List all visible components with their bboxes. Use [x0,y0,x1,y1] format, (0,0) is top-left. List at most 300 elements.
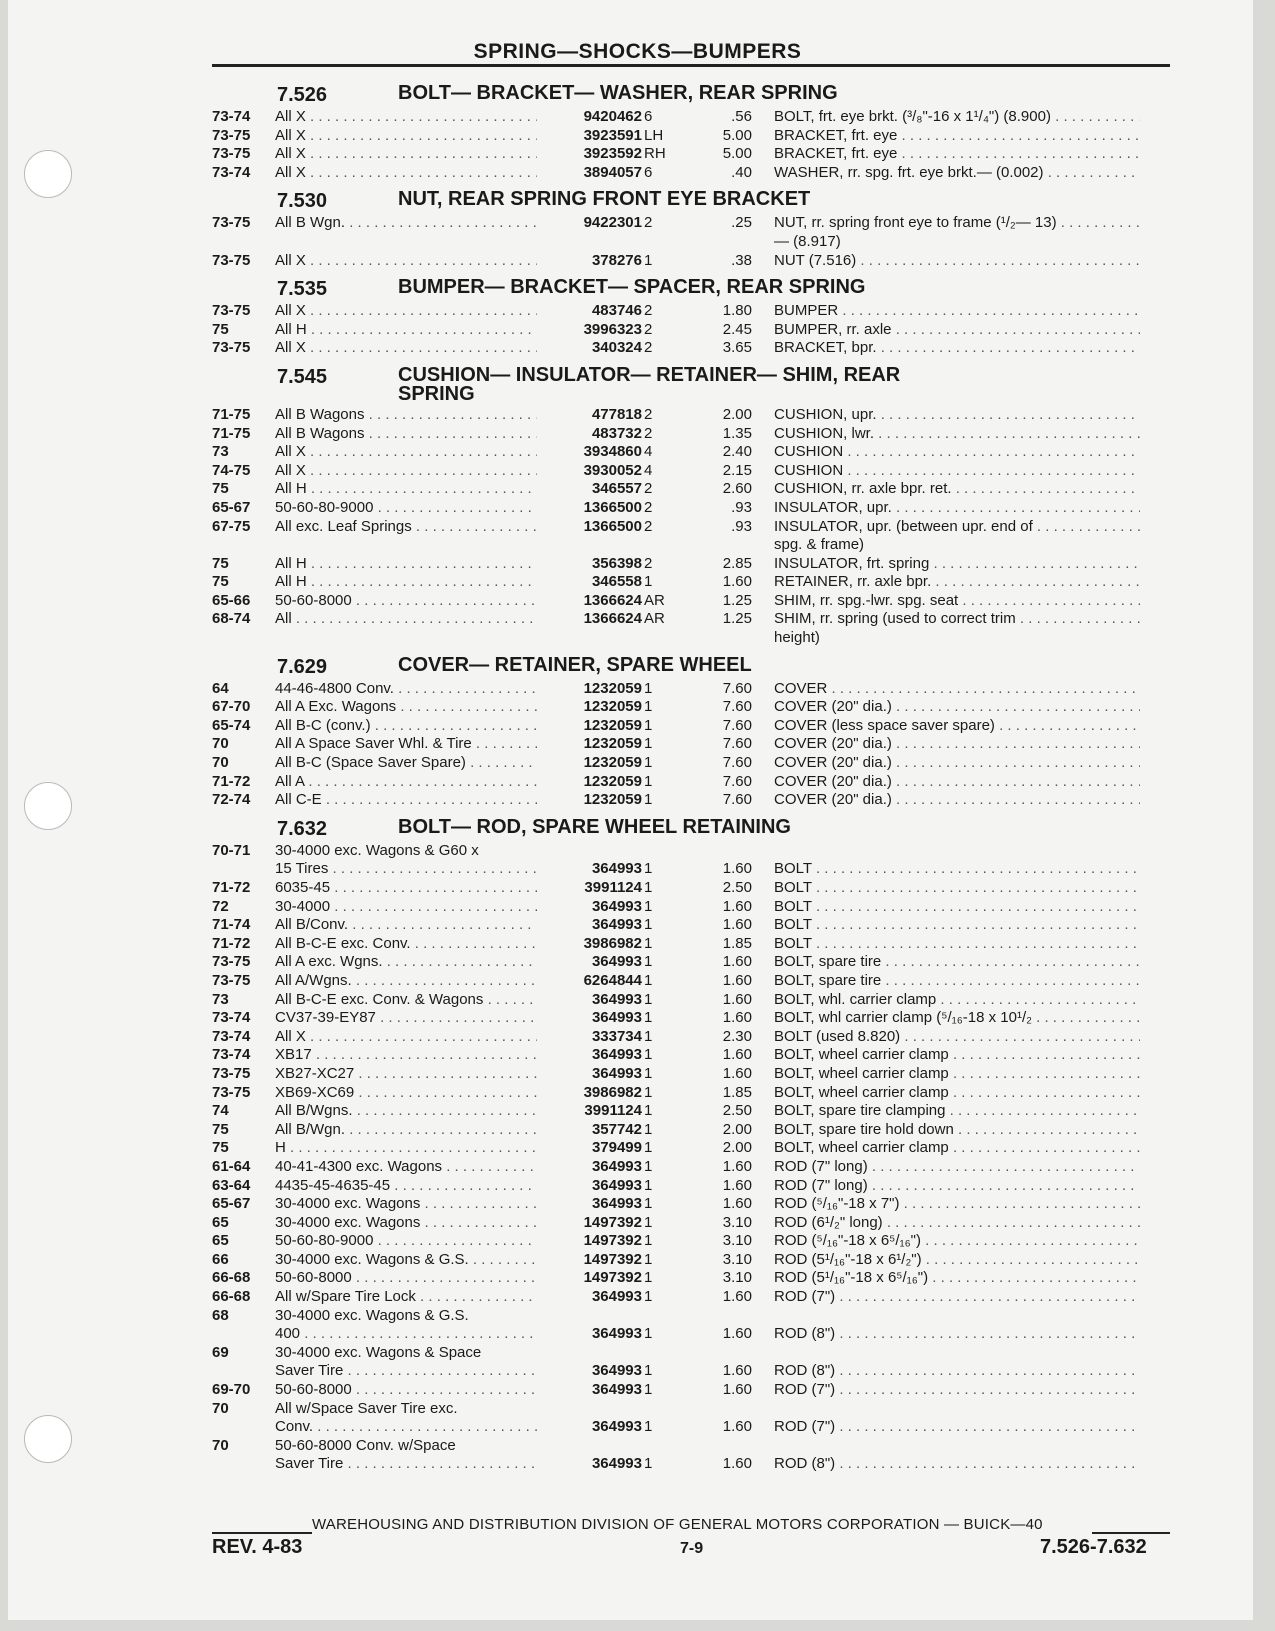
quantity: 2 [644,339,653,357]
year-range: 75 [212,480,229,498]
parts-row [212,127,1170,146]
parts-row [212,573,1170,592]
model-applicability: 400 . . . [275,1325,537,1344]
part-number: 364993 [591,1046,642,1064]
model-applicability: All B Wgn. . . . [275,214,537,233]
parts-row [212,898,1170,917]
price: 1.60 [722,953,752,971]
price: 2.45 [722,320,752,338]
quantity: 1 [644,1009,653,1027]
parts-row [212,1418,1170,1437]
part-number: 1366500 [583,517,642,535]
part-description: BOLT, spare tire hold down . . . [774,1121,1140,1140]
parts-row [212,1084,1170,1103]
parts-row [212,302,1170,321]
year-range: 73 [212,990,229,1008]
part-number: 346557 [591,480,642,498]
price: 1.60 [722,1381,752,1399]
price: 1.60 [722,1009,752,1027]
section-header [212,80,1170,108]
quantity: 1 [644,1232,653,1250]
year-range: 73-75 [212,302,251,320]
part-description: CUSHION, lwr. . . . [774,425,1140,444]
quantity: 1 [644,679,653,697]
price: 1.60 [722,1455,752,1473]
model-applicability: 30-4000 . . . [275,898,537,917]
quantity: 1 [644,791,653,809]
parts-row [212,773,1170,792]
quantity: 1 [644,698,653,716]
part-description: ROD (6¹/₂" long) . . . [774,1214,1140,1233]
parts-row [212,1362,1170,1381]
model-applicability: All X . . . [275,108,537,127]
parts-row [212,680,1170,699]
price: 1.35 [722,424,752,442]
year-range: 71-72 [212,934,251,952]
year-range: 73-75 [212,339,251,357]
quantity: RH [644,145,666,163]
model-applicability: All H . . . [275,573,537,592]
model-applicability: All A exc. Wgns. . . . [275,953,537,972]
quantity: 2 [644,320,653,338]
part-description: BRACKET, bpr. . . . [774,339,1140,358]
model-applicability: All A Exc. Wagons . . . [275,698,537,717]
parts-row [212,406,1170,425]
year-range: 69 [212,1343,229,1361]
part-number: 364993 [591,1176,642,1194]
part-description: SHIM, rr. spring (used to correct trim . . . [774,610,1140,629]
model-applicability: All X . . . [275,127,537,146]
price: 1.60 [722,1157,752,1175]
part-description: BOLT, whl carrier clamp (⁵/₁₆-18 x 10¹/₂ . . . [774,1009,1140,1028]
parts-row [212,791,1170,810]
price: 1.85 [722,1083,752,1101]
year-range: 71-74 [212,916,251,934]
part-number: 364993 [591,1157,642,1175]
quantity: AR [644,591,665,609]
division-line: WAREHOUSING AND DISTRIBUTION DIVISION OF GENERAL MOTORS CORPORATION — BUICK—40 [312,1516,1043,1533]
section-title-line: CUSHION— INSULATOR— RETAINER— SHIM, REAR [398,363,901,386]
price: .93 [731,498,752,516]
model-applicability: All w/Space Saver Tire exc. [275,1399,458,1417]
price: .93 [731,517,752,535]
quantity: 1 [644,1139,653,1157]
year-range: 75 [212,1120,229,1138]
parts-row [212,610,1170,629]
model-applicability: All exc. Leaf Springs . . . [275,518,537,537]
model-applicability: 50-60-8000 Conv. w/Space [275,1436,456,1454]
price: 2.50 [722,1102,752,1120]
parts-row [212,1269,1170,1288]
part-description: RETAINER, rr. axle bpr. . . . [774,573,1140,592]
part-number: 364993 [591,1418,642,1436]
quantity: 1 [644,754,653,772]
section-range: 7.526-7.632 [1040,1536,1147,1558]
price: 3.10 [722,1232,752,1250]
part-number: 1232059 [583,754,642,772]
model-applicability: 30-4000 exc. Wagons & G.S. [275,1306,469,1324]
part-number: 1232059 [583,679,642,697]
quantity: 1 [644,879,653,896]
parts-row [212,1102,1170,1121]
part-description: spg. & frame) [774,536,865,554]
parts-row [212,443,1170,462]
part-description: BOLT, spare tire clamping . . . [774,1102,1140,1121]
model-applicability: All A Space Saver Whl. & Tire . . . [275,735,537,754]
year-range: 65-67 [212,1195,251,1213]
price: 1.25 [722,591,752,609]
price: 1.25 [722,610,752,628]
parts-row [212,1028,1170,1047]
quantity: 1 [644,1102,653,1120]
year-range: 64 [212,679,229,697]
quantity: 1 [644,1455,653,1473]
parts-row [212,698,1170,717]
parts-row [212,1455,1170,1474]
parts-row [212,1009,1170,1028]
year-range: 72 [212,897,229,915]
parts-row [212,1177,1170,1196]
year-range: 61-64 [212,1157,251,1175]
model-applicability: All B/Wgn. . . . [275,1121,537,1140]
year-range: 73-75 [212,145,251,163]
section-title [398,815,791,838]
parts-row [212,1437,1170,1456]
section-number: 7.530 [277,190,328,213]
model-applicability: All X . . . [275,1028,537,1047]
part-description: INSULATOR, frt. spring . . . [774,555,1140,574]
model-applicability: XB17 . . . [275,1046,537,1065]
quantity: 1 [644,716,653,734]
model-applicability: All B-C-E exc. Conv. . . . [275,935,537,954]
year-range: 66-68 [212,1288,251,1306]
year-range: 73-75 [212,1083,251,1101]
price: 2.50 [722,879,752,896]
parts-row [212,536,1170,555]
part-description: ROD (7" long) . . . [774,1177,1140,1196]
quantity: 1 [644,1120,653,1138]
part-number: 364993 [591,1064,642,1082]
part-number: 364993 [591,916,642,934]
parts-row [212,480,1170,499]
model-applicability: All X . . . [275,339,537,358]
part-number: 9422301 [583,214,642,232]
parts-row [212,339,1170,358]
price: 1.60 [722,1046,752,1064]
quantity: 1 [644,735,653,753]
parts-row [212,1307,1170,1326]
price: 1.60 [722,916,752,934]
model-applicability: All X . . . [275,164,537,183]
model-applicability: All C-E . . . [275,791,537,810]
price: 2.15 [722,461,752,479]
part-description: ROD (7") . . . [774,1418,1140,1437]
part-number: 1232059 [583,716,642,734]
parts-row [212,555,1170,574]
parts-row [212,1158,1170,1177]
year-range: 75 [212,1139,229,1157]
price: 2.85 [722,554,752,572]
price: 5.00 [722,126,752,144]
part-number: 3930052 [583,461,642,479]
part-description: BOLT, wheel carrier clamp . . . [774,1139,1140,1158]
part-description: BOLT . . . [774,879,1140,898]
quantity: 2 [644,424,653,442]
part-description: CUSHION . . . [774,443,1140,462]
part-number: 1366500 [583,498,642,516]
model-applicability: 30-4000 exc. Wagons . . . [275,1214,537,1233]
price: 7.60 [722,772,752,790]
section-title [398,278,865,297]
parts-row [212,518,1170,537]
model-applicability: All B-C-E exc. Conv. & Wagons . . . [275,991,537,1010]
year-range: 70 [212,1399,229,1417]
quantity: 2 [644,554,653,572]
price: 1.60 [722,897,752,915]
part-number: 1232059 [583,698,642,716]
model-applicability: All . . . [275,610,537,629]
year-range: 73-75 [212,971,251,989]
model-applicability: Conv. . . . [275,1418,537,1437]
part-description: SHIM, rr. spg.-lwr. spg. seat . . . [774,592,1140,611]
footer-rule-right [1092,1532,1170,1534]
year-range: 73-74 [212,1046,251,1064]
parts-row [212,462,1170,481]
page-number: 7-9 [680,1540,704,1557]
part-number: 3991124 [584,1102,642,1120]
parts-row [212,629,1170,648]
part-description: COVER (20" dia.) . . . [774,773,1140,792]
year-range: 73-74 [212,1009,251,1027]
part-description: ROD (5¹/₁₆"-18 x 6⁵/₁₆") . . . [774,1269,1140,1288]
part-number: 364993 [591,1009,642,1027]
year-range: 75 [212,573,229,591]
price: 2.60 [722,480,752,498]
part-number: 364993 [591,1195,642,1213]
part-description: ROD (5¹/₁₆"-18 x 6¹/₂") . . . [774,1251,1140,1270]
quantity: 1 [644,1269,653,1287]
part-number: 3986982 [583,934,642,952]
year-range: 75 [212,554,229,572]
part-number: 3996323 [583,320,642,338]
quantity: 1 [644,971,653,989]
model-applicability: All X . . . [275,145,537,164]
parts-row [212,916,1170,935]
part-description: NUT, rr. spring front eye to frame (¹/₂— 13) . . . [774,214,1140,233]
part-description: BOLT . . . [774,898,1140,917]
parts-row [212,1325,1170,1344]
quantity: 1 [644,1288,653,1306]
model-applicability: All B Wagons . . . [275,425,537,444]
quantity: 1 [644,1195,653,1213]
part-description: BOLT, frt. eye brkt. (³/₈"-16 x 1¹/₄") (8.900) . . . [774,108,1140,127]
section-title-line: BOLT— BRACKET— WASHER, REAR SPRING [398,82,838,104]
part-number: 364993 [591,897,642,915]
part-number: 1232059 [583,791,642,809]
parts-row [212,1344,1170,1363]
quantity: 1 [644,251,653,269]
price: 3.10 [722,1269,752,1287]
price: 3.10 [722,1250,752,1268]
year-range: 73 [212,443,229,461]
model-applicability: All H . . . [275,480,537,499]
quantity: 2 [644,214,653,232]
part-number: 379499 [591,1139,642,1157]
quantity: 2 [644,405,653,423]
part-number: 1497392 [583,1213,642,1231]
quantity: LH [644,126,664,144]
model-applicability: 50-60-80-9000 . . . [275,1232,537,1251]
model-applicability: All w/Spare Tire Lock . . . [275,1288,537,1307]
part-description: BOLT (used 8.820) . . . [774,1028,1140,1047]
model-applicability: All B/Conv. . . . [275,916,537,935]
model-applicability: All H . . . [275,321,537,340]
part-number: 3894057 [583,163,642,181]
model-applicability: XB69-XC69 . . . [275,1084,537,1103]
part-number: 340324 [591,339,642,357]
model-applicability: H . . . [275,1139,537,1158]
quantity: 1 [644,1027,653,1045]
section-title [398,363,901,405]
quantity: 1 [644,1213,653,1231]
parts-row [212,1381,1170,1400]
part-number: 364993 [591,1455,642,1473]
parts-row [212,499,1170,518]
part-description: — (8.917) [774,232,841,250]
model-applicability: 30-4000 exc. Wagons & Space [275,1343,482,1361]
part-number: 1497392 [583,1232,642,1250]
quantity: 1 [644,573,653,591]
parts-row [212,252,1170,271]
part-description: INSULATOR, upr. . . . [774,499,1140,518]
quantity: 1 [644,990,653,1008]
parts-row [212,592,1170,611]
year-range: 63-64 [212,1176,251,1194]
part-number: 1366624 [583,591,642,609]
part-description: BOLT, whl. carrier clamp . . . [774,991,1140,1010]
part-number: 333734 [591,1027,642,1045]
year-range: 70 [212,754,229,772]
year-range: 65-74 [212,716,251,734]
year-range: 70 [212,735,229,753]
parts-row [212,735,1170,754]
part-number: 9420462 [583,108,642,125]
year-range: 74 [212,1102,229,1120]
binder-hole [24,782,72,830]
year-range: 73-75 [212,1064,251,1082]
price: 1.60 [722,1064,752,1082]
year-range: 67-75 [212,517,251,535]
quantity: 1 [644,1083,653,1101]
part-description: BOLT . . . [774,916,1140,935]
part-description: INSULATOR, upr. (between upr. end of . . . [774,518,1140,537]
parts-row [212,1400,1170,1419]
part-number: 3986982 [583,1083,642,1101]
quantity: 1 [644,1418,653,1436]
model-applicability: 30-4000 exc. Wagons . . . [275,1195,537,1214]
part-description: COVER . . . [774,680,1140,699]
price: .25 [731,214,752,232]
footer-rule-left [212,1532,312,1534]
part-number: 346558 [591,573,642,591]
price: 1.60 [722,1362,752,1380]
year-range: 70 [212,1436,229,1454]
year-range: 66 [212,1250,229,1268]
quantity: 1 [644,934,653,952]
price: 1.60 [722,1325,752,1343]
running-head: SPRING—SHOCKS—BUMPERS [473,40,802,63]
year-range: 73-74 [212,1027,251,1045]
part-description: BOLT, spare tire . . . [774,953,1140,972]
price: 1.60 [722,990,752,1008]
model-applicability: All A/Wgns. . . . [275,972,537,991]
year-range: 65-66 [212,591,251,609]
part-number: 6264844 [583,971,642,989]
quantity: 1 [644,860,653,878]
price: 3.65 [722,339,752,357]
price: 7.60 [722,735,752,753]
part-description: BRACKET, frt. eye . . . [774,145,1140,164]
section-title-line: COVER— RETAINER, SPARE WHEEL [398,653,752,676]
quantity: 1 [644,1362,653,1380]
model-applicability: 50-60-8000 . . . [275,1381,537,1400]
quantity: 1 [644,1046,653,1064]
parts-row [212,842,1170,861]
quantity: 1 [644,953,653,971]
parts-row [212,717,1170,736]
part-number: 3923592 [583,145,642,163]
model-applicability: 44-46-4800 Conv. . . . [275,680,537,699]
price: 1.60 [722,1418,752,1436]
quantity: 1 [644,1157,653,1175]
price: 5.00 [722,145,752,163]
quantity: 1 [644,916,653,934]
price: 7.60 [722,754,752,772]
quantity: 4 [644,443,653,461]
model-applicability: CV37-39-EY87 . . . [275,1009,537,1028]
section-title [398,190,810,209]
part-number: 3923591 [583,126,642,144]
part-number: 1497392 [583,1269,642,1287]
header-rule [212,64,1170,67]
price: 7.60 [722,698,752,716]
year-range: 65-67 [212,498,251,516]
parts-row [212,935,1170,954]
parts-row [212,1139,1170,1158]
model-applicability: XB27-XC27 . . . [275,1065,537,1084]
section-title-line: BOLT— ROD, SPARE WHEEL RETAINING [398,815,791,838]
model-applicability: Saver Tire . . . [275,1455,537,1474]
part-number: 1366624 [583,610,642,628]
price: 2.30 [722,1027,752,1045]
part-description: BUMPER, rr. axle . . . [774,321,1140,340]
parts-row [212,754,1170,773]
part-number: 364993 [591,1381,642,1399]
section-header [212,652,1170,680]
price: 7.60 [722,679,752,697]
part-description: CUSHION . . . [774,462,1140,481]
model-applicability: All B Wagons . . . [275,406,537,425]
year-range: 73-75 [212,251,251,269]
model-applicability: All B-C (conv.) . . . [275,717,537,736]
model-applicability: All X . . . [275,443,537,462]
parts-row [212,1046,1170,1065]
parts-row [212,1214,1170,1233]
parts-row [212,1232,1170,1251]
price: 2.00 [722,1120,752,1138]
model-applicability: Saver Tire . . . [275,1362,537,1381]
parts-row [212,164,1170,183]
